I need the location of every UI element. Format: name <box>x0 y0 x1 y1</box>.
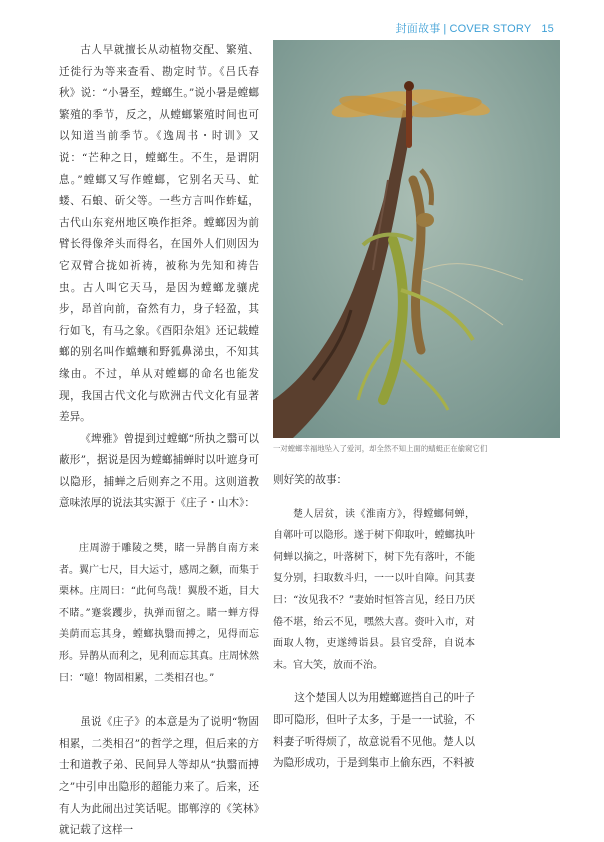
right-text-column <box>273 470 475 775</box>
paragraph-time-seasons: 古人早就擅长从动植物交配、繁殖、迁徙行为等来查看、勘定时节。《吕氏春秋》说：“小暑至，螳螂生。”说小暑是螳螂繁殖的季节，反之，从螳螂繁殖时间也可以知道当前季节。《逸周书・时训》又说：“芒种之日，螳螂生。不生，是谓阴息。”螳螂又写作螳螂，它别名天马、虻蝼、石蜋、斫父等。一些方言叫作蚱蜢，古代山东兖州地区唤作拒斧。螳螂因为前臂长得像斧头而得名，在国外人们则因为它双臂合拢如祈祷，被称为先知和祷告虫。古人叫它天马，是因为螳螂龙骧虎步，昂首向前，奋然有力，身子轻盈，其行如飞，有马之象。《酉阳杂俎》还记载螳螂的别名叫作蟷蠰和野狐鼻涕虫，不知其缘由。不过，单从对螳螂的命名也能发现，我国古代文化与欧洲古代文化有显著差异。 <box>59 44 259 424</box>
spacer <box>273 492 475 504</box>
mantis-photo <box>273 40 560 438</box>
paragraph-chu-man: 这个楚国人以为用螳螂遮挡自己的叶子即可隐形，但叶子太多，于是一一试验，不料妻子听得烦了，故意说看不见他。楚人以为隐形成功，于是到集市上偷东西，不料被 <box>273 692 475 770</box>
quote-xiaolin <box>273 504 475 677</box>
mantis-dragonfly-illustration <box>273 40 560 438</box>
photo-caption: 一对螳螂幸福地坠入了爱河，却全然不知上面的蜻蜓正在偷窥它们 <box>273 444 488 453</box>
running-header <box>396 20 554 36</box>
left-text-column <box>59 40 259 842</box>
quote-xiaolin-text: 楚人居贫，读《淮南方》，得螳螂伺蝉，自鄣叶可以隐形。遂于树下仰取叶，螳螂执叶伺蝉以摘之，叶落树下，树下先有落叶，不能复分别，扫取数斗归，一一以叶自障。问其妻曰：“汝见我不？”妻始时恒答言见，经日乃厌倦不堪，绐云不见，嘿然大喜。赍叶入市，对面取人物，吏遂缚诣县。县官受辞，自说本末。官大笑，放而不治。 <box>273 508 475 671</box>
paragraph-zhuangzi-meaning: 虽说《庄子》的本意是为了说明“物固相累，二类相召”的哲学之理，但后来的方士和道教子弟、民间异人等却从“执翳而搏之”中引申出隐形的超能力来了。后来，还有人为此闹出过笑话呢。邯郸淳的《笑林》就记载了这样一 <box>59 716 259 837</box>
page-number: 15 <box>541 23 554 35</box>
paragraph-piya: 《埤雅》曾提到过螳螂“所执之翳可以蔽形”，据说是因为螳螂捕蝉时以叶遮身可以隐形，捕蝉之后则弃之不用。这则道教意味浓厚的说法其实源于《庄子・山木》： <box>59 432 259 510</box>
quote-zhuangzi <box>59 538 259 689</box>
spacer <box>273 676 475 688</box>
paragraph-intro-story: 则好笑的故事： <box>273 474 348 486</box>
header-separator: | <box>443 23 447 35</box>
section-title-cn: 封面故事 <box>395 23 441 35</box>
spacer <box>59 515 259 538</box>
spacer <box>59 689 259 712</box>
section-title-en: COVER STORY <box>449 23 532 35</box>
quote-zhuangzi-text: 庄周游于雕陵之樊，睹一异鹊自南方来者。翼广七尺，目大运寸，感周之颡，而集于栗林。庄周曰：“此何鸟哉！翼殷不逝，目大不睹。”蹇裳躩步，执弹而留之。睹一蝉方得美荫而忘其身，螳螂执翳而搏之，见得而忘形。异鹊从而利之，见利而忘其真。庄周怵然曰：“噫！物固相累，二类相召也。” <box>59 543 259 684</box>
